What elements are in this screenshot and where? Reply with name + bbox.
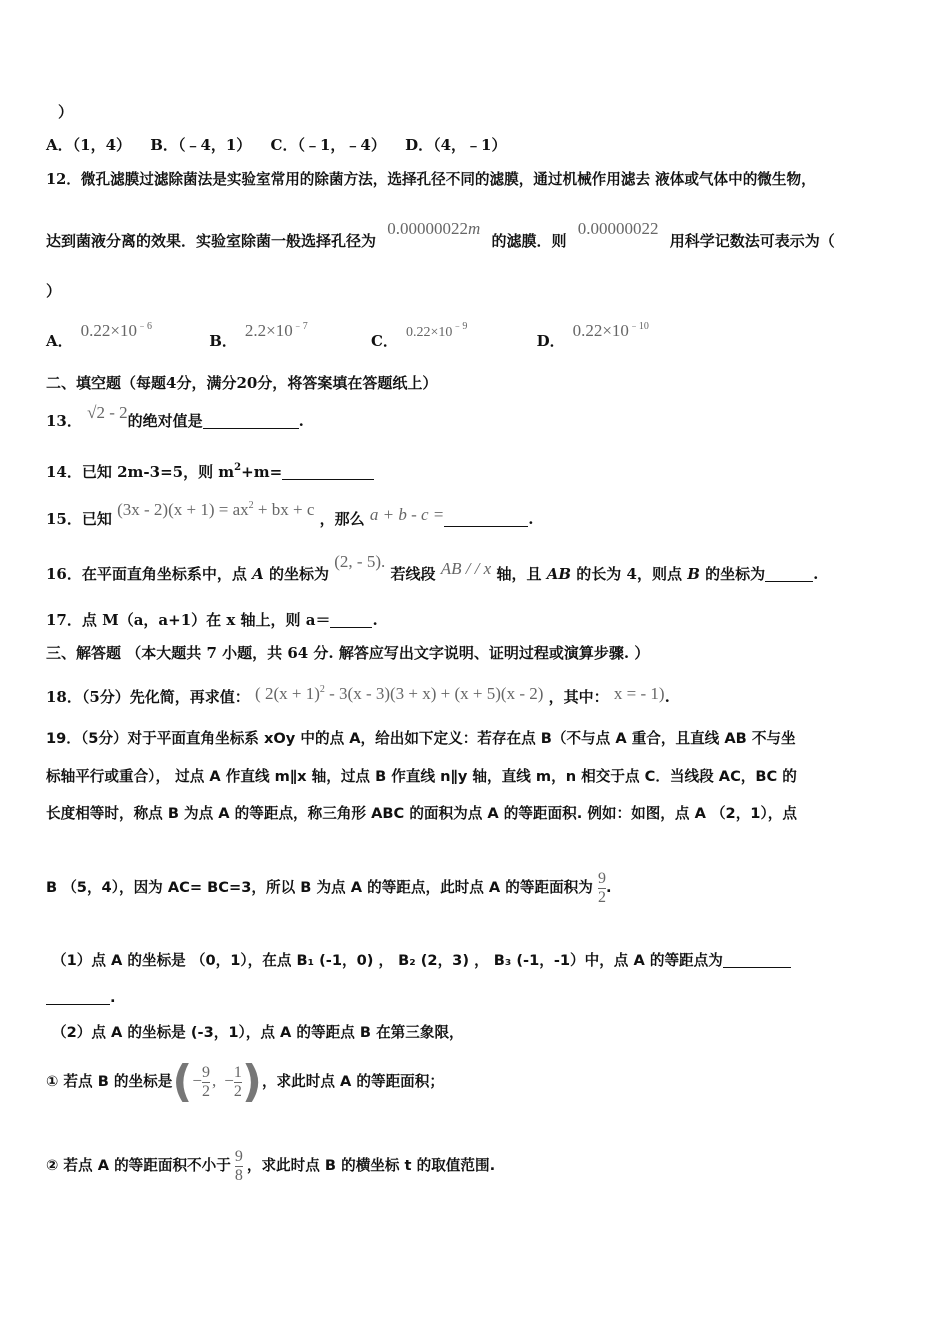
q19-sub1-minus-y: − (224, 1071, 234, 1090)
q18-text1: 18．（5分）先化简，再求值： (46, 688, 250, 706)
q16-point-a: A (252, 565, 264, 583)
q12-option-b (209, 321, 308, 350)
q19-line4 (46, 866, 612, 910)
q19-sub2-text-b: ，求此时点 B 的横坐标 t 的取值范围. (246, 1157, 496, 1174)
q12-option-c-label: C． (370, 332, 398, 350)
q12-line2 (46, 219, 835, 251)
q12-options (46, 321, 649, 353)
q19-example-fraction (598, 870, 606, 907)
q12-option-d-times: ×10 (602, 321, 629, 340)
q15 (46, 500, 534, 529)
q18-condition: x = - 1) (613, 684, 665, 703)
q12-option-d (536, 321, 649, 350)
q19-part1 (52, 951, 791, 971)
q19-sub2 (46, 1143, 495, 1189)
q12-option-b-exp: ﹣7 (292, 321, 308, 332)
q12-option-a-label: A． (46, 332, 73, 350)
q16-end: . (813, 565, 819, 583)
q18-expr-a: ( 2(x + 1) (255, 684, 320, 703)
q18-sup: 2 (319, 684, 325, 695)
q19-sub2-fraction (235, 1148, 243, 1185)
q12-line2-b: 的滤膜．则 (491, 232, 567, 250)
q12-value-m-number: 0.00000022 (387, 219, 468, 238)
q12-value: 0.00000022 (577, 219, 659, 238)
q19-sub2-frac-den: 8 (234, 1166, 243, 1184)
q16-ab: AB (546, 565, 572, 583)
section2-title: 二、填空题（每题4分，满分20分，将答案填在答题纸上） (46, 374, 438, 392)
q11-close-paren: ） (58, 103, 74, 121)
q16-text1: 16．在平面直角坐标系中，点 (46, 565, 247, 583)
q13 (46, 403, 304, 431)
q11-option-a: （1，4） (72, 136, 132, 154)
q12-value-m-unit: m (468, 219, 481, 238)
q12-close-paren: ） (46, 282, 62, 300)
q17-answer-blank[interactable] (330, 612, 372, 628)
q12-option-c (370, 321, 468, 350)
q12-option-c-mantissa: 0.22 (405, 325, 431, 340)
q15-number: 15．已知 (46, 510, 112, 528)
q19-part1-cont (46, 988, 116, 1008)
q12-option-b-label: B． (209, 332, 237, 350)
q16-text6: 的坐标为 (705, 565, 766, 583)
q12-line2-c: 用科学记数法可表示为（ (669, 232, 835, 250)
q16-coordinate: (2, - 5). (334, 552, 386, 571)
q19-part1-text: （1）点 A 的坐标是 （0，1），在点 B₁ (-1，0) ， B₂ (2，3) ， B₃ (-1，-1）中，点 A 的等距点为 (52, 952, 723, 969)
q19-sub1-frac-y-num: 1 (233, 1063, 242, 1081)
q13-expression: √2 - 2 (87, 403, 128, 422)
q19-line3: 长度相等时，称点 B 为点 A 的等距点，称三角形 ABC 的面积为点 A 的等距面积. 例如：如图，点 A （2，1），点 (46, 805, 797, 822)
q18-end: . (664, 688, 670, 706)
q19-sub2-frac-num: 9 (234, 1147, 243, 1165)
q19-part1-end: . (110, 989, 116, 1006)
q11-option-c: （﹣1，﹣4） (297, 136, 386, 154)
q19-sub1-paren-left: ( (172, 1056, 193, 1107)
q16-text2: 的坐标为 (269, 565, 330, 583)
q19-example-frac-den: 2 (597, 888, 606, 906)
q19-sub1-frac-x-den: 2 (202, 1082, 210, 1100)
q15-expr-c: a + b - c = (369, 505, 445, 524)
q12-option-d-label: D． (536, 332, 565, 350)
q12-option-d-exp: ﹣10 (628, 321, 649, 332)
q19-sub1-comma: , (212, 1071, 217, 1090)
section3-title: 三、解答题 （本大题共 7 小题，共 64 分. 解答应写出文字说明、证明过程或演算步骤. ） (46, 644, 650, 662)
q19-sub1-minus-x: − (192, 1071, 202, 1090)
q18-expression (255, 684, 543, 703)
q14-answer-blank[interactable] (282, 464, 374, 480)
q11-option-a-label: A． (46, 136, 73, 154)
q19-part1-answer-blank[interactable] (723, 952, 791, 968)
q16-answer-blank[interactable] (765, 566, 813, 582)
q16 (46, 552, 819, 584)
q11-option-b: （﹣4，1） (177, 136, 252, 154)
q12-line1: 12．微孔滤膜过滤除菌法是实验室常用的除菌方法，选择孔径不同的滤膜，通过机械作用滤去 液体或气体中的微生物， (46, 171, 816, 188)
q12-value-m (387, 219, 480, 238)
q12-option-d-mantissa: 0.22 (572, 321, 603, 340)
q12-option-a-times: ×10 (110, 321, 137, 340)
q15-answer-blank[interactable] (444, 511, 528, 527)
q12-line2-a: 达到菌液分离的效果．实验室除菌一般选择孔径为 (46, 232, 377, 250)
q19-sub1-frac-x-num: 9 (202, 1063, 210, 1081)
q17-end: . (372, 611, 378, 629)
q17 (46, 610, 378, 630)
q16-text3: 若线段 (390, 565, 436, 583)
q12-option-a (46, 321, 152, 350)
q15-mid: ，那么 (319, 510, 365, 528)
q14-text: 14．已知 2m-3=5，则 m (46, 463, 235, 481)
q13-number: 13． (46, 412, 82, 430)
q19-line4-text: B （5，4），因为 AC= BC=3，所以 B 为点 A 的等距点，此时点 A 的等距面积为 (46, 879, 593, 896)
q11-option-c-label: C． (270, 136, 298, 154)
q16-text5: 的长为 4，则点 (576, 565, 682, 583)
q11-option-b-label: B． (150, 136, 178, 154)
q18-expr-b: - 3(x - 3)(3 + x) + (x + 5)(x - 2) (324, 684, 544, 703)
q13-answer-blank[interactable] (203, 413, 299, 429)
q16-point-b: B (687, 565, 700, 583)
q14-sup: 2 (234, 462, 242, 473)
q17-text: 17．点 M（a，a+1）在 x 轴上，则 a＝ (46, 611, 331, 629)
q12-option-a-mantissa: 0.22 (80, 321, 111, 340)
q19-sub1-text-b: ，求此时点 A 的等距面积； (261, 1073, 444, 1090)
q13-end: . (298, 412, 304, 430)
q19-sub1-frac-y (234, 1064, 242, 1101)
q19-line4-end: . (605, 879, 612, 896)
q19-sub1-paren-right: ) (241, 1056, 262, 1107)
q11-option-d-label: D． (405, 136, 434, 154)
q19-part1-answer-blank-cont[interactable] (46, 989, 110, 1005)
q15-end: . (528, 510, 534, 528)
q12-option-b-mantissa: 2.2 (244, 321, 267, 340)
q12-option-c-times: ×10 (430, 325, 453, 340)
q19-sub1 (46, 1058, 444, 1105)
q18 (46, 683, 670, 707)
q14-text2: +m= (241, 463, 283, 481)
q15-sup: 2 (248, 500, 254, 511)
q15-expr-b: + bx + c (253, 500, 315, 519)
q19-sub1-frac-y-den: 2 (233, 1082, 242, 1100)
q19-sub2-text-a: ② 若点 A 的等距面积不小于 (46, 1157, 231, 1174)
q15-expr-a: (3x - 2)(x + 1) = ax (117, 500, 249, 519)
q12-option-a-exp: ﹣6 (136, 321, 152, 332)
q13-text: 的绝对值是 (127, 412, 203, 430)
q16-text4: 轴，且 (496, 565, 542, 583)
q19-line1: 19．（5分）对于平面直角坐标系 xOy 中的点 A，给出如下定义：若存在点 B（不与点 A 重合，且直线 AB 不与坐 (46, 730, 796, 747)
q16-segment: AB / / x (440, 559, 492, 578)
q11-option-d: （4，﹣1） (433, 136, 507, 154)
q19-sub1-text-a: ① 若点 B 的坐标是 (46, 1073, 173, 1090)
q11-options (46, 135, 507, 155)
q19-example-frac-num: 9 (597, 869, 606, 887)
q12-option-c-exp: ﹣9 (452, 321, 468, 332)
q19-part2: （2）点 A 的坐标是 (-3，1），点 A 的等距点 B 在第三象限， (52, 1024, 464, 1041)
q12-option-b-times: ×10 (266, 321, 293, 340)
q19-line2: 标轴平行或重合）， 过点 A 作直线 m∥x 轴，过点 B 作直线 n∥y 轴，直线 m，n 相交于点 C．当线段 AC，BC 的 (46, 768, 797, 785)
q14 (46, 458, 374, 482)
q15-expression (117, 500, 314, 519)
q19-sub1-frac-x (202, 1064, 210, 1101)
q18-text2: ，其中： (548, 688, 609, 706)
